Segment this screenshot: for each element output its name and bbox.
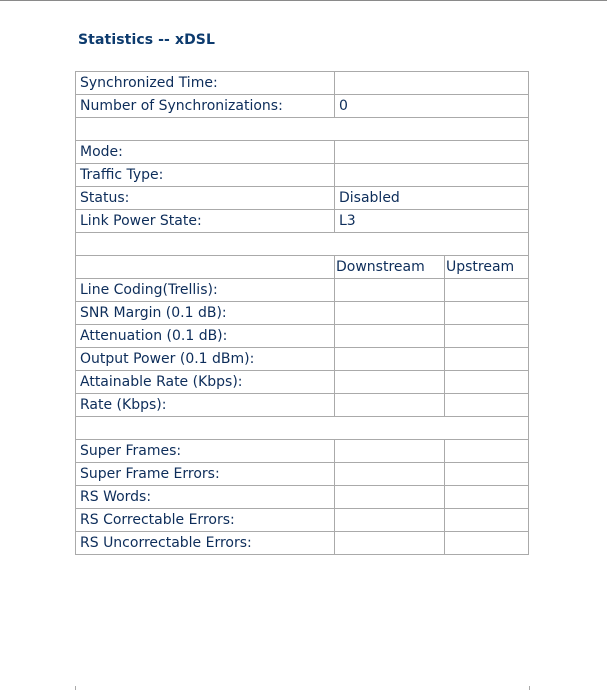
upstream-value: [445, 348, 529, 371]
column-header-row: [76, 256, 529, 279]
spacer-cell: [76, 118, 529, 141]
status-value: Disabled: [335, 187, 529, 210]
table-row: [76, 72, 529, 95]
top-divider: [0, 0, 607, 1]
table-row: [76, 95, 529, 118]
row-label: Synchronized Time:: [76, 72, 335, 95]
row-label: Number of Synchronizations:: [76, 95, 335, 118]
row-label: Super Frames:: [76, 440, 335, 463]
table-row: [76, 141, 529, 164]
table-row: [76, 302, 529, 325]
header-blank-cell: [76, 256, 335, 279]
table-row: [76, 279, 529, 302]
upstream-value: [445, 325, 529, 348]
table-row: [76, 210, 529, 233]
row-label: Line Coding(Trellis):: [76, 279, 335, 302]
link-power-state-value: L3: [335, 210, 529, 233]
spacer-cell: [76, 417, 529, 440]
table-continuation: [75, 686, 530, 690]
upstream-value: [445, 532, 529, 555]
downstream-value: [335, 486, 445, 509]
table-row: [76, 440, 529, 463]
downstream-value: [335, 509, 445, 532]
downstream-value: [335, 371, 445, 394]
spacer-row: [76, 118, 529, 141]
row-value: [335, 72, 529, 95]
row-label: Mode:: [76, 141, 335, 164]
spacer-row: [76, 417, 529, 440]
downstream-value: [335, 302, 445, 325]
table-row: [76, 463, 529, 486]
row-label: Status:: [76, 187, 335, 210]
row-label: Super Frame Errors:: [76, 463, 335, 486]
downstream-column-header: Downstream: [335, 256, 445, 279]
row-value: [335, 164, 529, 187]
downstream-value: [335, 532, 445, 555]
row-label: RS Uncorrectable Errors:: [76, 532, 335, 555]
downstream-value: [335, 325, 445, 348]
upstream-value: [445, 371, 529, 394]
table-row: [76, 532, 529, 555]
xdsl-statistics-table: [75, 71, 529, 555]
upstream-value: [445, 486, 529, 509]
row-label: RS Words:: [76, 486, 335, 509]
row-label: Traffic Type:: [76, 164, 335, 187]
table-row: [76, 348, 529, 371]
downstream-value: [335, 463, 445, 486]
row-value: [335, 141, 529, 164]
upstream-value: [445, 509, 529, 532]
row-label: SNR Margin (0.1 dB):: [76, 302, 335, 325]
table-row: [76, 509, 529, 532]
table-row: [76, 371, 529, 394]
spacer-row: [76, 233, 529, 256]
table-row: [76, 187, 529, 210]
downstream-value: [335, 279, 445, 302]
row-label: RS Correctable Errors:: [76, 509, 335, 532]
upstream-value: [445, 302, 529, 325]
downstream-value: [335, 348, 445, 371]
page-title: Statistics -- xDSL: [78, 32, 215, 48]
row-label: Attainable Rate (Kbps):: [76, 371, 335, 394]
row-label: Output Power (0.1 dBm):: [76, 348, 335, 371]
row-label: Attenuation (0.1 dB):: [76, 325, 335, 348]
downstream-value: [335, 440, 445, 463]
table-row: [76, 164, 529, 187]
row-label: Rate (Kbps):: [76, 394, 335, 417]
upstream-value: [445, 463, 529, 486]
upstream-value: [445, 279, 529, 302]
downstream-value: [335, 394, 445, 417]
spacer-cell: [76, 233, 529, 256]
upstream-value: [445, 394, 529, 417]
upstream-value: [445, 440, 529, 463]
table-row: [76, 325, 529, 348]
row-value: 0: [335, 95, 529, 118]
table-row: [76, 394, 529, 417]
upstream-column-header: Upstream: [445, 256, 529, 279]
row-label: Link Power State:: [76, 210, 335, 233]
table-row: [76, 486, 529, 509]
